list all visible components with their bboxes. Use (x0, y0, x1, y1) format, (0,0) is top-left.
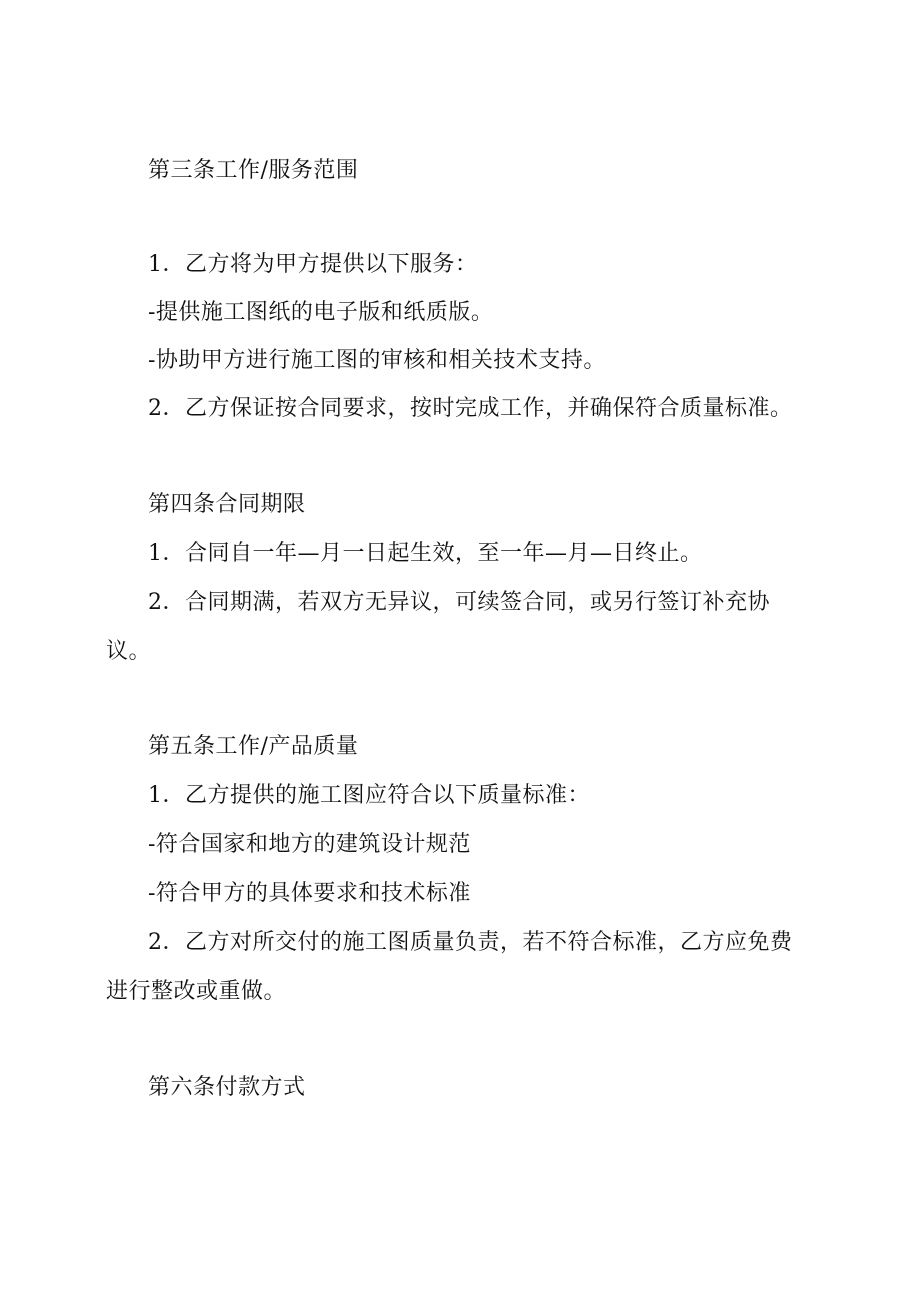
section-4-item-2-line-2: 议。 (106, 639, 152, 664)
section-4-heading: 第四条合同期限 (148, 492, 306, 517)
section-5-bullet-2: -符合甲方的具体要求和技术标准 (148, 881, 471, 906)
section-4-item-1: 1．合同自一年—月一日起生效，至一年—月—日终止。 (148, 541, 703, 566)
section-3-item-2: 2．乙方保证按合同要求，按时完成工作，并确保符合质量标准。 (148, 396, 793, 421)
section-3-item-1: 1．乙方将为甲方提供以下服务： (148, 252, 478, 277)
section-5-item-2-line-2: 进行整改或重做。 (106, 979, 287, 1004)
section-3-heading: 第三条工作/服务范围 (148, 158, 359, 183)
section-4-item-2-line-1: 2．合同期满，若双方无异议，可续签合同，或另行签订补充协 (148, 590, 770, 615)
section-5-bullet-1: -符合国家和地方的建筑设计规范 (148, 832, 471, 857)
section-6-heading: 第六条付款方式 (148, 1075, 306, 1100)
section-3-bullet-2: -协助甲方进行施工图的审核和相关技术支持。 (148, 348, 606, 373)
section-5-item-1: 1．乙方提供的施工图应符合以下质量标准： (148, 783, 590, 808)
section-5-heading: 第五条工作/产品质量 (148, 734, 359, 759)
section-5-item-2-line-1: 2．乙方对所交付的施工图质量负责，若不符合标准，乙方应免费 (148, 930, 793, 955)
section-3-bullet-1: -提供施工图纸的电子版和纸质版。 (148, 300, 494, 325)
